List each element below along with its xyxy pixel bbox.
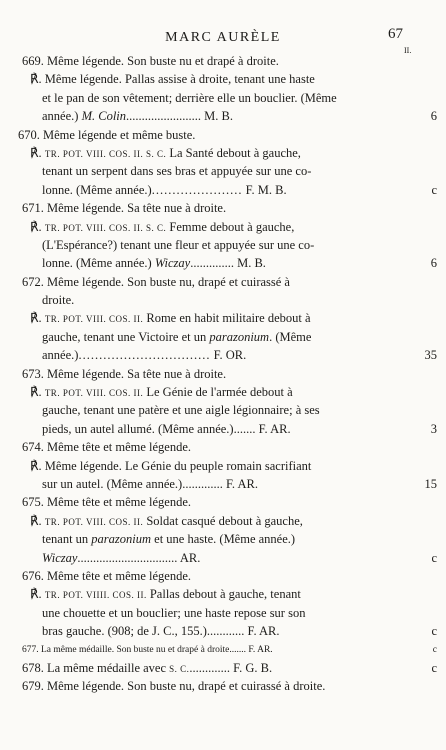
line-text xyxy=(22,493,191,511)
text-segment: S. C. xyxy=(169,663,190,674)
text-segment: 669. Même légende. Son buste nu et drapé à droite. xyxy=(22,54,279,68)
text-segment: et une haste. (Même année.) xyxy=(151,532,296,547)
text-segment: (L'Espérance?) tenant une fleur et appuyée sur une co- xyxy=(42,237,315,252)
text-segment: ............. F. G. B. xyxy=(189,660,273,675)
rarity-value: c xyxy=(431,550,437,565)
line-text xyxy=(42,420,291,438)
text-segment: lonne. (Même année.) xyxy=(42,182,152,197)
text-segment: M. Colin xyxy=(81,109,127,124)
text-line xyxy=(0,144,446,162)
signature-mark: II. xyxy=(404,46,412,55)
text-segment: parazonium xyxy=(91,532,152,547)
running-title: MARC AURÈLE xyxy=(165,30,281,45)
line-text xyxy=(22,52,279,70)
text-segment: lonne. (Même année.) xyxy=(42,256,155,271)
text-line xyxy=(0,475,446,493)
text-segment: tenant un xyxy=(42,532,92,547)
text-segment: 675. Même tête et même légende. xyxy=(22,495,192,510)
line-text xyxy=(30,144,301,163)
text-line xyxy=(0,567,446,585)
line-text xyxy=(42,622,280,640)
text-segment: 679. Même légende. Son buste nu, drapé et cuirassé à droite. xyxy=(22,679,326,694)
text-segment: . (Même xyxy=(269,329,312,344)
line-text xyxy=(30,70,315,88)
text-line xyxy=(0,677,446,695)
text-segment: ................................ xyxy=(78,348,211,363)
line-text xyxy=(30,383,293,402)
text-segment: 672. Même légende. Son buste nu, drapé et cuirassé à xyxy=(22,274,290,289)
text-segment: 677. La même médaille. Son buste nu et drapé à droite....... F. AR. xyxy=(22,644,273,655)
text-line xyxy=(0,309,446,327)
text-line xyxy=(0,218,446,236)
text-segment: F. OR. xyxy=(210,348,247,363)
text-line xyxy=(0,365,446,383)
line-text xyxy=(42,549,200,567)
text-segment: gauche, tenant une patère et une aigle légionnaire; à ses xyxy=(42,403,320,418)
text-segment: ...................... xyxy=(151,182,243,197)
line-text xyxy=(30,512,303,531)
text-segment: sur un autel. (Même année.)............. F. AR. xyxy=(42,476,258,491)
text-segment: ................................ AR. xyxy=(77,550,201,565)
line-text xyxy=(42,254,266,272)
line-text xyxy=(42,181,287,199)
text-line xyxy=(0,641,446,659)
text-line xyxy=(0,273,446,291)
text-line xyxy=(0,512,446,530)
text-segment: une chouette et un bouclier; une haste repose sur son xyxy=(42,605,306,620)
text-segment: 678. La même médaille avec xyxy=(22,660,170,675)
line-text xyxy=(42,401,320,419)
text-segment: année.) xyxy=(42,348,79,363)
text-line xyxy=(0,420,446,438)
line-text xyxy=(42,346,246,364)
text-line xyxy=(0,89,446,107)
running-header xyxy=(0,8,446,55)
text-segment: La Santé debout à gauche, xyxy=(166,145,301,160)
text-segment: tenant un serpent dans ses bras et appuyée sur une co- xyxy=(42,164,312,179)
line-text xyxy=(42,328,311,346)
text-segment: 671. Même légende. Sa tête nue à droite. xyxy=(22,201,227,216)
text-line xyxy=(0,291,446,309)
line-text xyxy=(22,677,325,695)
line-text xyxy=(22,659,272,678)
text-line xyxy=(0,604,446,622)
text-segment: ℟. xyxy=(30,219,45,234)
text-segment: année.) xyxy=(42,109,82,124)
text-line xyxy=(0,236,446,254)
text-line xyxy=(0,107,446,125)
text-line xyxy=(0,457,446,475)
coin-catalogue-entries xyxy=(0,52,446,696)
line-text xyxy=(42,604,305,622)
text-line xyxy=(0,530,446,548)
line-text xyxy=(42,107,233,125)
text-segment: Femme debout à gauche, xyxy=(166,219,295,234)
text-line xyxy=(0,438,446,456)
text-segment: 676. Même tête et même légende. xyxy=(22,568,192,583)
text-segment: et le pan de son vêtement; derrière elle un bouclier. (Même xyxy=(42,90,337,105)
text-line xyxy=(0,254,446,272)
text-segment: TR. POT. VIIII. COS. II. xyxy=(44,590,147,601)
line-text xyxy=(42,89,337,107)
text-segment: droite. xyxy=(42,293,75,308)
line-text xyxy=(22,273,290,291)
text-segment: TR. POT. VIII. COS. II. xyxy=(44,314,144,325)
text-segment: TR. POT. VIII. COS. II. xyxy=(44,516,144,527)
line-text xyxy=(22,438,191,456)
text-segment: 674. Même tête et même légende. xyxy=(22,440,192,455)
text-segment: TR. POT. VIII. COS. II. S. C. xyxy=(44,222,167,233)
text-segment: ℟. xyxy=(30,513,45,528)
text-line xyxy=(0,622,446,640)
line-text xyxy=(42,530,295,548)
text-line xyxy=(0,659,446,677)
rarity-value: 6 xyxy=(430,256,437,271)
text-segment: ℟. Même légende. Le Génie du peuple romain sacrifiant xyxy=(30,458,312,473)
line-text xyxy=(30,457,311,475)
text-line xyxy=(0,181,446,199)
text-line xyxy=(0,199,446,217)
line-text xyxy=(22,199,226,217)
line-text xyxy=(42,236,314,254)
text-line xyxy=(0,549,446,567)
text-segment: TR. POT. VIII. COS. II. xyxy=(44,388,144,399)
text-segment: TR. POT. VIII. COS. II. S. C. xyxy=(44,148,167,159)
text-line xyxy=(0,383,446,401)
text-segment: bras gauche. (908; de J. C., 155.)............ F. AR. xyxy=(42,624,280,639)
line-text xyxy=(42,162,311,180)
rarity-value: 35 xyxy=(424,348,437,363)
line-text xyxy=(18,126,195,144)
text-line xyxy=(0,126,446,144)
text-segment: Wiczay xyxy=(42,550,78,565)
text-segment: pieds, un autel allumé. (Même année.)....... F. AR. xyxy=(42,421,291,436)
text-segment: F. M. B. xyxy=(242,182,287,197)
text-line xyxy=(0,585,446,603)
text-segment: ℟. Même légende. Pallas assise à droite, tenant une haste xyxy=(30,72,315,87)
rarity-value: 15 xyxy=(424,476,437,491)
line-text xyxy=(42,475,258,493)
text-segment: parazonium xyxy=(209,329,270,344)
rarity-value: 3 xyxy=(430,421,437,436)
text-segment: ℟. xyxy=(30,311,45,326)
text-segment: .............. M. B. xyxy=(190,256,266,271)
text-line xyxy=(0,328,446,346)
rarity-value: 6 xyxy=(430,109,437,124)
line-text xyxy=(22,567,191,585)
text-segment: 670. Même légende et même buste. xyxy=(18,127,196,142)
text-segment: gauche, tenant une Victoire et un xyxy=(42,329,210,344)
text-line xyxy=(0,52,446,70)
rarity-value: c xyxy=(432,644,437,655)
line-text xyxy=(42,291,74,309)
text-segment: Wiczay xyxy=(154,256,191,271)
text-line xyxy=(0,493,446,511)
rarity-value: c xyxy=(431,624,437,639)
text-segment: ℟. xyxy=(30,145,45,160)
text-segment: Pallas debout à gauche, tenant xyxy=(146,587,301,602)
text-line xyxy=(0,162,446,180)
text-line xyxy=(0,346,446,364)
line-text xyxy=(30,585,301,604)
rarity-value: c xyxy=(431,660,437,675)
line-text xyxy=(30,309,311,328)
text-segment: Le Génie de l'armée debout à xyxy=(143,385,293,400)
text-segment: ℟. xyxy=(30,587,45,602)
text-line xyxy=(0,70,446,88)
text-segment: 673. Même légende. Sa tête nue à droite. xyxy=(22,366,227,381)
line-text xyxy=(22,641,273,659)
line-text xyxy=(22,365,226,383)
text-segment: Soldat casqué debout à gauche, xyxy=(143,513,303,528)
text-segment: ........................ M. B. xyxy=(126,109,233,124)
page-number: 67 xyxy=(388,26,403,42)
text-segment: ℟. xyxy=(30,385,45,400)
rarity-value: c xyxy=(431,182,437,197)
line-text xyxy=(30,218,294,237)
text-segment: Rome en habit militaire debout à xyxy=(143,311,311,326)
text-line xyxy=(0,401,446,419)
